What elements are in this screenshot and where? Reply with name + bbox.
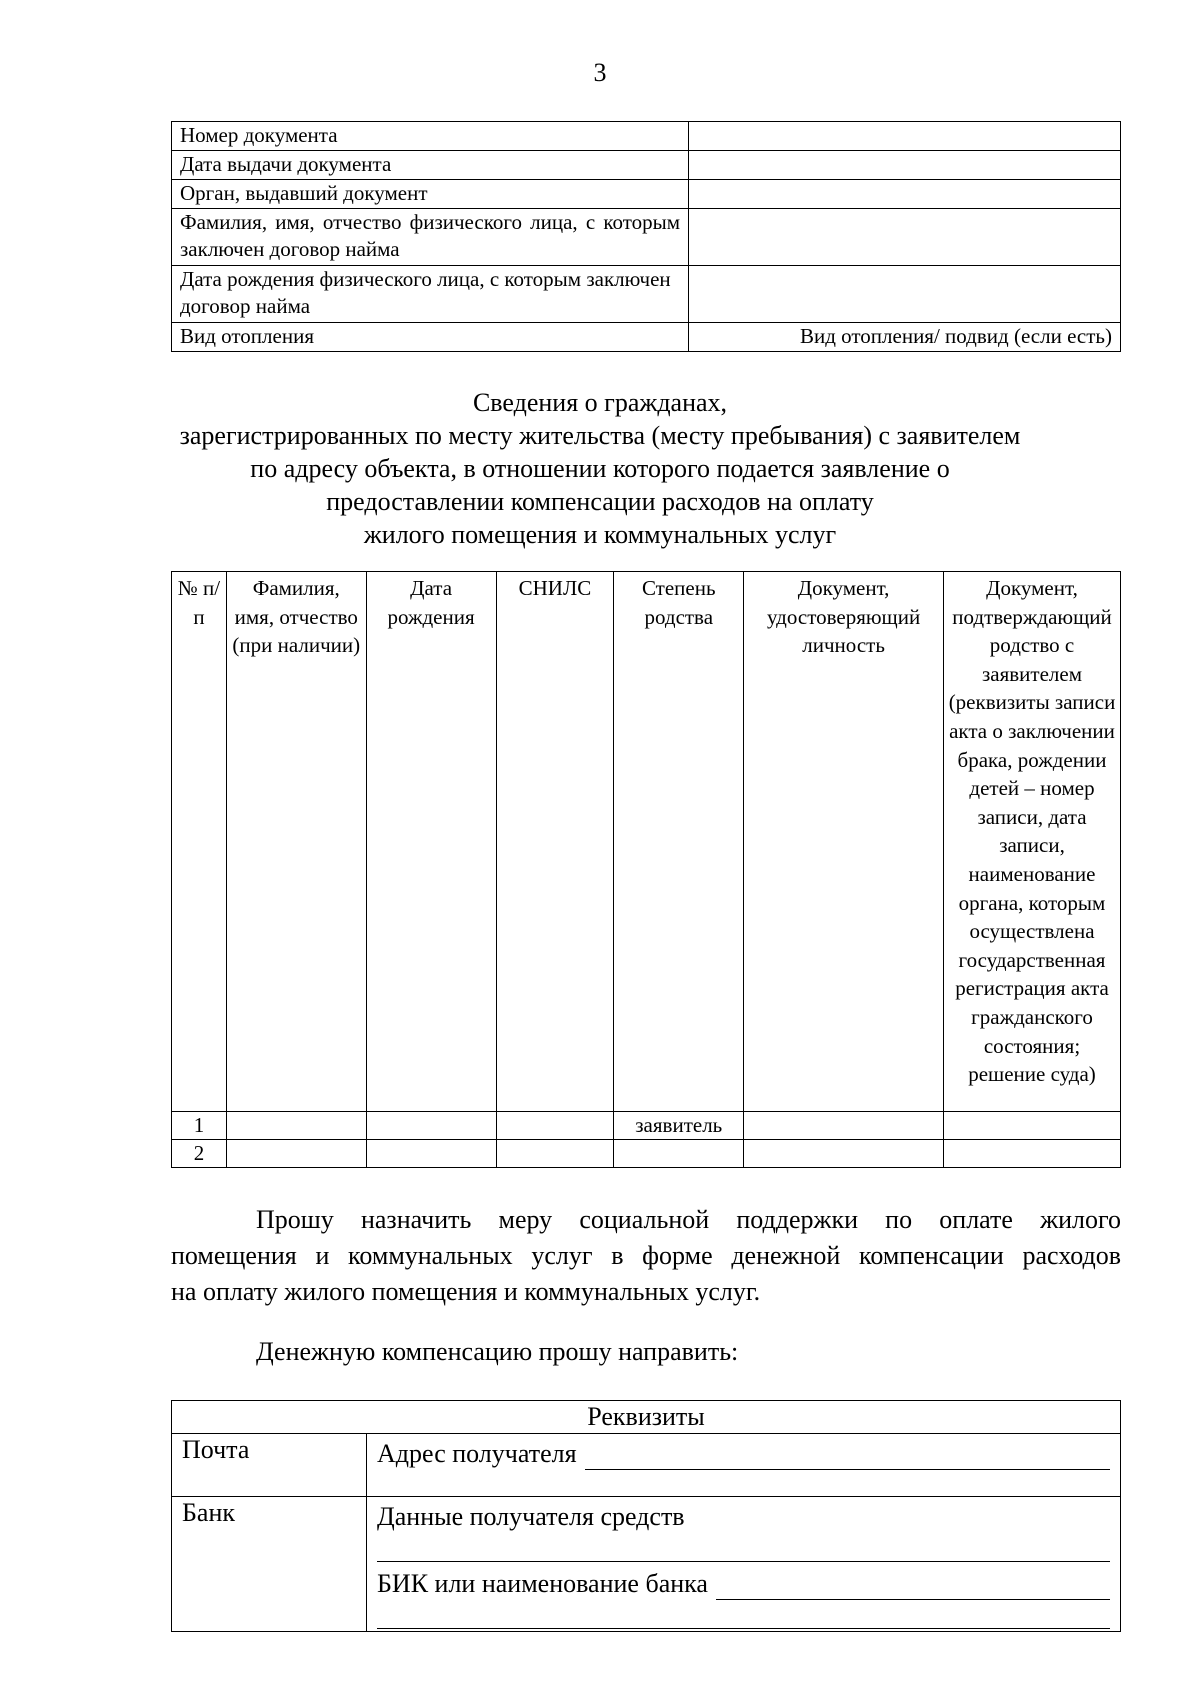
col-header-number: № п/п xyxy=(172,572,227,1112)
doc-issuer-value[interactable] xyxy=(689,180,1121,209)
paragraph-line: на оплату жилого помещения и коммунальных услуг. xyxy=(171,1277,761,1306)
col-header-kinship-document: Документ, подтверждающий родство с заявителем (реквизиты записи акта о заключении брака, рождении детей – номер записи, дата записи, наименование органа, которым осуществлена государственная регистрация акта гражданского состояния; решение суда) xyxy=(944,572,1121,1112)
recipient-address-label: Адрес получателя xyxy=(377,1439,577,1468)
requisites-table xyxy=(171,1400,1121,1632)
citizens-table xyxy=(171,571,1121,1168)
bank-bik-label: БИК или наименование банка xyxy=(377,1569,708,1598)
tenant-name-label: Фамилия, имя, отчество физического лица, с которым заключен договор найма xyxy=(172,209,689,266)
section-heading xyxy=(0,386,1200,551)
page-number: 3 xyxy=(593,58,607,87)
cell-snils[interactable] xyxy=(496,1140,614,1168)
heating-type-label: Вид отопления xyxy=(172,323,689,352)
doc-number-value[interactable] xyxy=(689,122,1121,151)
paragraph-line: помещения и коммунальных услуг в форме денежной компенсации расходов xyxy=(171,1241,1121,1270)
cell-snils[interactable] xyxy=(496,1112,614,1140)
row-number: 1 xyxy=(172,1112,227,1140)
table-row xyxy=(172,209,1121,266)
requisites-title: Реквизиты xyxy=(172,1401,1121,1434)
doc-date-value[interactable] xyxy=(689,151,1121,180)
tenant-birthdate-value[interactable] xyxy=(689,266,1121,323)
cell-id-document[interactable] xyxy=(744,1112,944,1140)
tenant-name-value[interactable] xyxy=(689,209,1121,266)
cell-relation[interactable] xyxy=(614,1140,744,1168)
direct-text xyxy=(171,1334,1121,1370)
table-header-row xyxy=(172,572,1121,1112)
heating-type-value[interactable]: Вид отопления/ подвид (если есть) xyxy=(689,323,1121,352)
paragraph-line: Прошу назначить меру социальной поддержки по оплате жилого xyxy=(256,1205,1121,1234)
col-header-fullname: Фамилия, имя, отчество (при наличии) xyxy=(226,572,366,1112)
doc-date-label: Дата выдачи документа xyxy=(172,151,689,180)
bank-extra-input[interactable] xyxy=(377,1604,1110,1629)
heading-line: по адресу объекта, в отношении которого подается заявление о xyxy=(250,454,950,483)
col-header-id-document: Документ, удостоверяющий личность xyxy=(744,572,944,1112)
tenant-birthdate-label: Дата рождения физического лица, с которым заключен договор найма xyxy=(172,266,689,323)
cell-fullname[interactable] xyxy=(226,1112,366,1140)
mail-label: Почта xyxy=(172,1434,367,1497)
heading-line: зарегистрированных по месту жительства (месту пребывания) с заявителем xyxy=(179,421,1021,450)
bank-cell xyxy=(367,1497,1121,1632)
table-row xyxy=(172,323,1121,352)
table-row xyxy=(172,122,1121,151)
cell-fullname[interactable] xyxy=(226,1140,366,1168)
row-number: 2 xyxy=(172,1140,227,1168)
cell-id-document[interactable] xyxy=(744,1140,944,1168)
doc-issuer-label: Орган, выдавший документ xyxy=(172,180,689,209)
col-header-snils: СНИЛС xyxy=(496,572,614,1112)
table-row xyxy=(172,180,1121,209)
cell-birthdate[interactable] xyxy=(366,1112,496,1140)
table-row xyxy=(172,1140,1121,1168)
heading-line: Сведения о гражданах, xyxy=(472,388,728,417)
heading-line: предоставлении компенсации расходов на оплату xyxy=(326,487,874,516)
cell-relation[interactable]: заявитель xyxy=(614,1112,744,1140)
cell-kinship-document[interactable] xyxy=(944,1140,1121,1168)
col-header-relation: Степень родства xyxy=(614,572,744,1112)
doc-number-label: Номер документа xyxy=(172,122,689,151)
heading-line: жилого помещения и коммунальных услуг xyxy=(363,520,837,549)
table-row xyxy=(172,1434,1121,1497)
document-info-table xyxy=(171,121,1121,352)
table-row xyxy=(172,266,1121,323)
funds-recipient-input[interactable] xyxy=(377,1537,1110,1562)
cell-kinship-document[interactable] xyxy=(944,1112,1121,1140)
recipient-address-input[interactable] xyxy=(585,1445,1110,1470)
table-row xyxy=(172,1401,1121,1434)
table-row xyxy=(172,1497,1121,1632)
table-row xyxy=(172,151,1121,180)
cell-birthdate[interactable] xyxy=(366,1140,496,1168)
col-header-birthdate: Дата рождения xyxy=(366,572,496,1112)
funds-recipient-label: Данные получателя средств xyxy=(377,1502,685,1531)
bank-label: Банк xyxy=(172,1497,367,1632)
direct-text-line: Денежную компенсацию прошу направить: xyxy=(256,1337,739,1366)
bank-bik-input[interactable] xyxy=(716,1575,1110,1600)
mail-cell xyxy=(367,1434,1121,1497)
table-row xyxy=(172,1112,1121,1140)
request-paragraph xyxy=(171,1202,1121,1310)
